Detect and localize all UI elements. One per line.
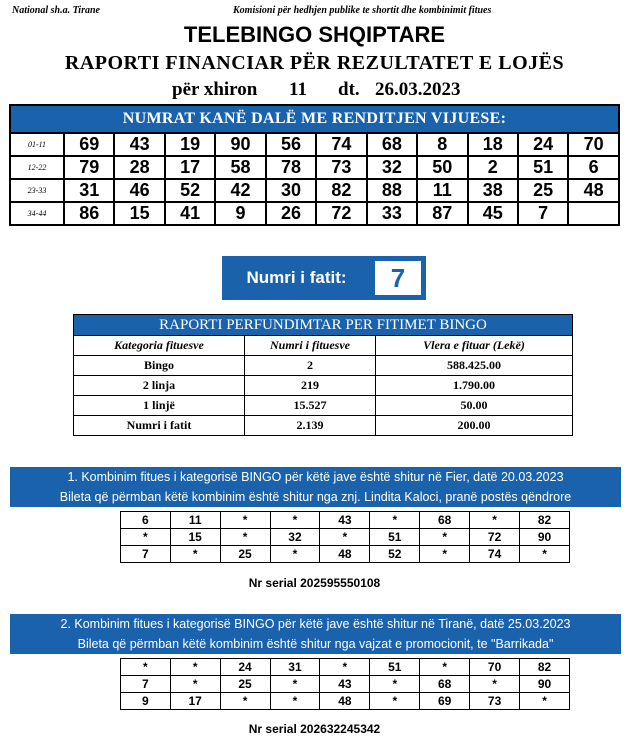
winner1-banner: [10, 467, 621, 507]
number-cell: 2: [468, 156, 518, 179]
header-left-text: National sh.a. Tirane: [12, 5, 100, 16]
ticket-cell: 48: [320, 693, 370, 710]
number-cell: 15: [114, 202, 164, 225]
table-row: [121, 529, 570, 546]
draw-number: 11: [289, 79, 307, 100]
ticket-cell: *: [420, 546, 470, 563]
number-cell: 73: [316, 156, 366, 179]
number-cell: 33: [367, 202, 417, 225]
number-cell: 19: [165, 133, 215, 156]
winner2-serial: Nr serial 202632245342: [248, 722, 381, 736]
number-cell: 69: [64, 133, 114, 156]
ticket-cell: *: [320, 529, 370, 546]
draw-date: 26.03.2023: [375, 79, 461, 100]
winner1-line2: Bileta që përmban këtë kombinim është shitur nga znj. Lindita Kaloci, pranë postës qëndrore: [59, 490, 572, 504]
table-row: [74, 416, 573, 436]
number-cell: 51: [518, 156, 568, 179]
winner1-serial: Nr serial 202595550108: [248, 576, 381, 590]
number-cell: 90: [215, 133, 265, 156]
ticket-cell: *: [420, 659, 470, 676]
number-cell: 82: [316, 179, 366, 202]
ticket-cell: 6: [121, 512, 171, 529]
ticket-cell: 73: [470, 693, 520, 710]
number-cell: 86: [64, 202, 114, 225]
ticket-cell: *: [170, 676, 220, 693]
number-cell: 45: [468, 202, 518, 225]
ticket-cell: 90: [520, 529, 570, 546]
category-cell: Numri i fatit: [74, 416, 245, 436]
lucky-number-box: [222, 256, 426, 300]
number-cell: 78: [266, 156, 316, 179]
ticket-cell: *: [470, 512, 520, 529]
ticket-cell: 17: [170, 693, 220, 710]
final-report-table: [73, 314, 573, 436]
ticket-cell: 43: [320, 512, 370, 529]
ticket-cell: *: [270, 512, 320, 529]
number-cell: 68: [367, 133, 417, 156]
ticket-cell: *: [170, 546, 220, 563]
ticket-cell: 51: [370, 659, 420, 676]
number-cell: 26: [266, 202, 316, 225]
number-cell: 30: [266, 179, 316, 202]
number-cell: 43: [114, 133, 164, 156]
winner2-ticket: [120, 658, 570, 710]
column-header: Vlera e fituar (Lekë): [376, 336, 573, 356]
ticket-cell: 25: [220, 546, 270, 563]
table-row: [121, 512, 570, 529]
ticket-cell: 25: [220, 676, 270, 693]
number-cell: 88: [367, 179, 417, 202]
ticket-cell: 31: [270, 659, 320, 676]
ticket-cell: 52: [370, 546, 420, 563]
row-label: 34-44: [10, 202, 64, 225]
winner1-line1: 1. Kombinim fitues i kategorisë BINGO për këtë jave është shitur në Fier, datë 20.03.2023: [67, 470, 564, 484]
number-cell: 31: [64, 179, 114, 202]
table-row: [121, 546, 570, 563]
ticket-cell: *: [270, 546, 320, 563]
winner2-line1: 2. Kombinim fitues i kategorisë BINGO për këtë jave është shitur në Tiranë, datë 25.03.2023: [60, 617, 571, 631]
ticket-cell: *: [370, 693, 420, 710]
ticket-cell: 68: [420, 512, 470, 529]
winner2-banner: [10, 614, 621, 654]
drawn-numbers-title: NUMRAT KANË DALË ME RENDITJEN VIJUESE:: [10, 105, 619, 133]
table-row: [121, 676, 570, 693]
number-cell: 50: [417, 156, 467, 179]
row-label: 01-11: [10, 133, 64, 156]
ticket-cell: 72: [470, 529, 520, 546]
ticket-cell: *: [520, 546, 570, 563]
amount-cell: 50.00: [376, 396, 573, 416]
ticket-cell: *: [170, 659, 220, 676]
winners-cell: 219: [245, 376, 376, 396]
ticket-cell: 90: [520, 676, 570, 693]
ticket-cell: 15: [170, 529, 220, 546]
ticket-cell: *: [320, 659, 370, 676]
ticket-cell: 7: [121, 676, 171, 693]
table-row: [10, 156, 619, 179]
number-cell: 74: [316, 133, 366, 156]
ticket-cell: *: [270, 693, 320, 710]
ticket-cell: *: [370, 512, 420, 529]
table-row: [10, 133, 619, 156]
column-header: Kategoria fituesve: [74, 336, 245, 356]
draw-prefix: për xhiron: [172, 79, 258, 100]
lucky-number-value: 7: [373, 259, 423, 297]
category-cell: 1 linjë: [74, 396, 245, 416]
ticket-cell: 32: [270, 529, 320, 546]
table-row: [121, 659, 570, 676]
winner1-ticket: [120, 511, 570, 563]
number-cell: 7: [518, 202, 568, 225]
number-cell: 58: [215, 156, 265, 179]
number-cell: 11: [417, 179, 467, 202]
number-cell: 48: [568, 179, 619, 202]
ticket-cell: 70: [470, 659, 520, 676]
header-right-text: Komisioni për hedhjen publike te shortit dhe kombinimit fitues: [233, 5, 492, 16]
number-cell: 38: [468, 179, 518, 202]
number-cell: 87: [417, 202, 467, 225]
ticket-cell: 82: [520, 659, 570, 676]
category-cell: Bingo: [74, 356, 245, 376]
table-row: [74, 396, 573, 416]
table-row: [74, 376, 573, 396]
drawn-numbers-table: [9, 104, 620, 226]
table-row: [10, 202, 619, 225]
number-cell: 46: [114, 179, 164, 202]
category-cell: 2 linja: [74, 376, 245, 396]
ticket-cell: *: [121, 529, 171, 546]
ticket-cell: *: [370, 676, 420, 693]
ticket-cell: *: [420, 529, 470, 546]
winners-cell: 2: [245, 356, 376, 376]
lucky-number-label: Numri i fatit:: [246, 268, 347, 287]
number-cell: [568, 202, 619, 225]
number-cell: 79: [64, 156, 114, 179]
ticket-cell: *: [520, 693, 570, 710]
winners-cell: 15.527: [245, 396, 376, 416]
number-cell: 32: [367, 156, 417, 179]
number-cell: 42: [215, 179, 265, 202]
row-label: 12-22: [10, 156, 64, 179]
table-row: [10, 179, 619, 202]
ticket-cell: *: [220, 693, 270, 710]
winner2-line2: Bileta që përmban këtë kombinim është shitur nga vajzat e promocionit, te "Barrikada": [77, 637, 554, 651]
number-cell: 52: [165, 179, 215, 202]
ticket-cell: 7: [121, 546, 171, 563]
ticket-cell: *: [121, 659, 171, 676]
ticket-cell: 69: [420, 693, 470, 710]
number-cell: 56: [266, 133, 316, 156]
ticket-cell: 43: [320, 676, 370, 693]
winners-cell: 2.139: [245, 416, 376, 436]
number-cell: 72: [316, 202, 366, 225]
number-cell: 8: [417, 133, 467, 156]
page-subtitle: RAPORTI FINANCIAR PËR REZULTATET E LOJËS: [64, 52, 565, 74]
row-label: 23-33: [10, 179, 64, 202]
ticket-cell: 48: [320, 546, 370, 563]
number-cell: 6: [568, 156, 619, 179]
ticket-cell: 11: [170, 512, 220, 529]
ticket-cell: 24: [220, 659, 270, 676]
amount-cell: 200.00: [376, 416, 573, 436]
ticket-cell: 51: [370, 529, 420, 546]
ticket-cell: 9: [121, 693, 171, 710]
amount-cell: 588.425.00: [376, 356, 573, 376]
report-title: RAPORTI PERFUNDIMTAR PER FITIMET BINGO: [74, 315, 573, 336]
ticket-cell: 68: [420, 676, 470, 693]
ticket-cell: 74: [470, 546, 520, 563]
number-cell: 9: [215, 202, 265, 225]
number-cell: 41: [165, 202, 215, 225]
ticket-cell: *: [220, 512, 270, 529]
ticket-cell: *: [270, 676, 320, 693]
number-cell: 24: [518, 133, 568, 156]
table-row: [74, 356, 573, 376]
table-row: [121, 693, 570, 710]
number-cell: 28: [114, 156, 164, 179]
column-header: Numri i fituesve: [245, 336, 376, 356]
number-cell: 25: [518, 179, 568, 202]
number-cell: 18: [468, 133, 518, 156]
number-cell: 17: [165, 156, 215, 179]
date-prefix: dt.: [338, 79, 360, 100]
amount-cell: 1.790.00: [376, 376, 573, 396]
ticket-cell: *: [220, 529, 270, 546]
page-title: TELEBINGO SHQIPTARE: [183, 22, 446, 47]
number-cell: 70: [568, 133, 619, 156]
ticket-cell: 82: [520, 512, 570, 529]
ticket-cell: *: [470, 676, 520, 693]
